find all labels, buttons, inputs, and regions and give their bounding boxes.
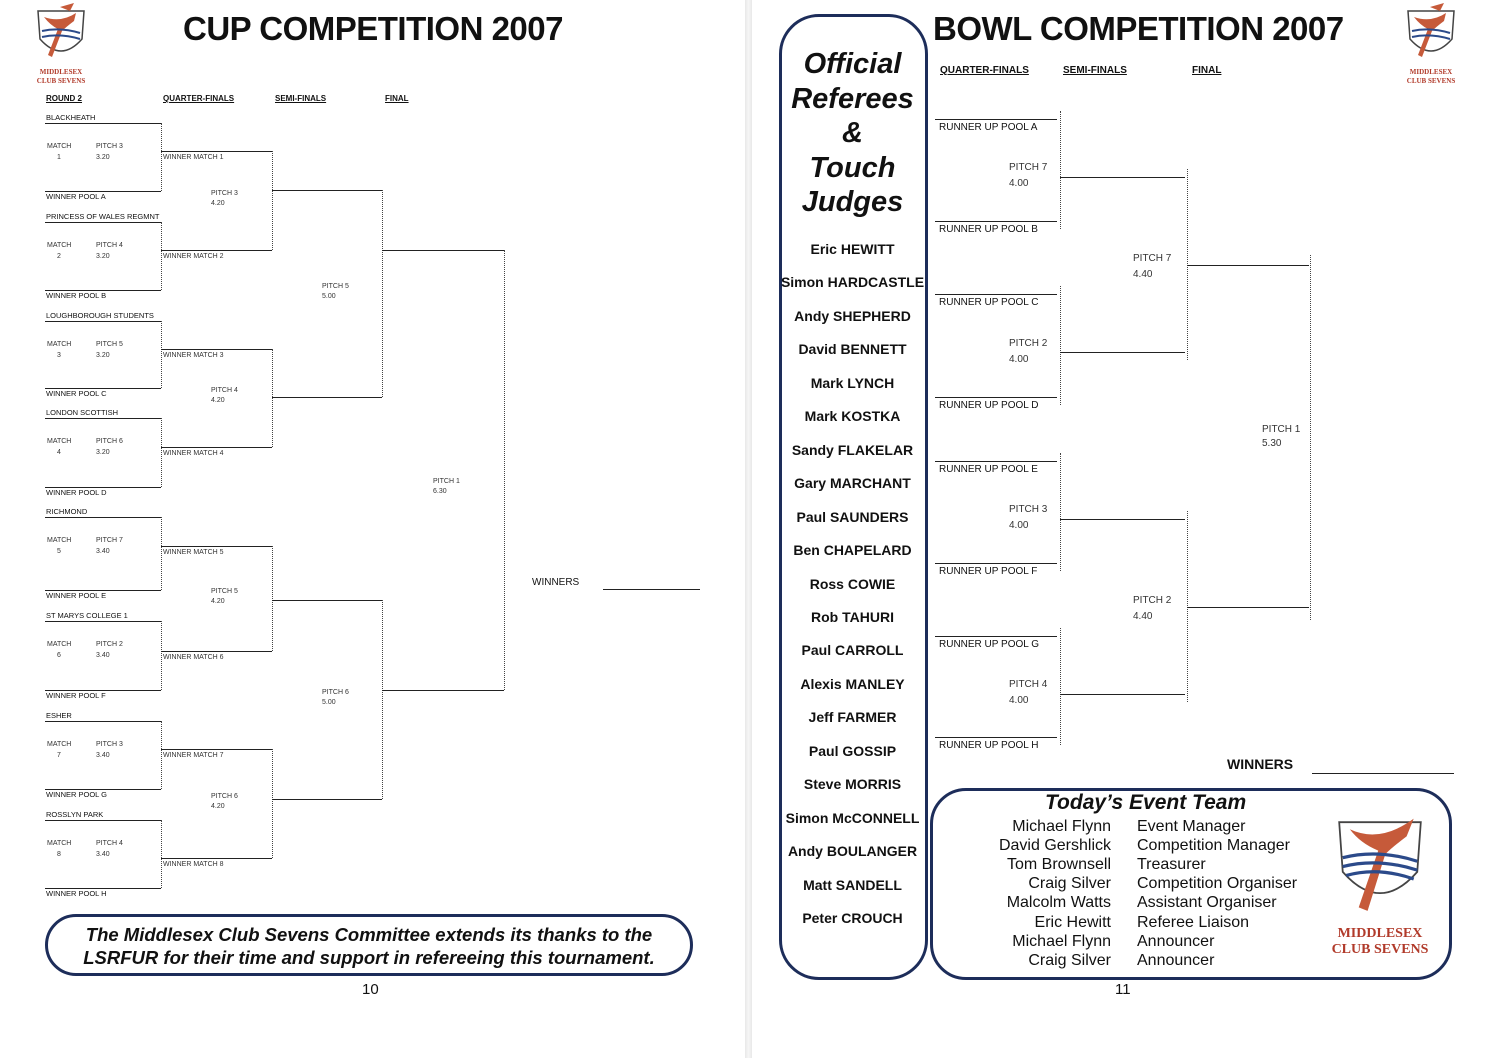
match-top-team: LONDON SCOTTISH bbox=[46, 408, 119, 417]
bowl-qf-line bbox=[935, 737, 1057, 738]
bowl-qf-pitch: PITCH 2 bbox=[1009, 338, 1048, 349]
match-top-line bbox=[45, 721, 161, 722]
referee-name: Rob TAHURI bbox=[811, 609, 894, 625]
final-connector bbox=[504, 250, 505, 690]
left-page bbox=[0, 0, 745, 1058]
qf-line bbox=[161, 151, 272, 152]
sf-connector bbox=[382, 190, 383, 397]
match-connector bbox=[161, 321, 162, 388]
referee-name: Andy SHEPHERD bbox=[794, 307, 911, 324]
match-bottom-team: WINNER POOL D bbox=[46, 488, 107, 497]
qf-line bbox=[161, 250, 272, 251]
sf-line bbox=[272, 190, 382, 191]
qf-connector bbox=[272, 749, 273, 858]
bowl-runner-label: RUNNER UP POOL A bbox=[939, 122, 1038, 133]
bowl-qf-connector bbox=[1060, 111, 1061, 229]
bowl-final-line bbox=[1187, 265, 1309, 266]
sf-line bbox=[272, 397, 382, 398]
cup-thanks-line1: The Middlesex Club Sevens Committee extends its thanks to the bbox=[85, 924, 653, 945]
event-member-name: David Gershlick bbox=[998, 837, 1111, 855]
officials-title-2: Referees bbox=[791, 82, 914, 115]
logo-line1: MIDDLESEX bbox=[1337, 926, 1423, 941]
match-bottom-line bbox=[45, 789, 161, 790]
referee-name: Sandy FLAKELAR bbox=[791, 441, 914, 458]
bowl-winners-line bbox=[1312, 773, 1454, 774]
match-label: MATCH bbox=[47, 641, 72, 648]
event-member-name: Michael Flynn bbox=[1012, 818, 1111, 835]
match-number: 2 bbox=[57, 253, 61, 260]
qf-connector bbox=[272, 151, 273, 250]
match-connector bbox=[161, 123, 162, 191]
bowl-runner-label: RUNNER UP POOL B bbox=[939, 224, 1038, 235]
cup-winners-label: WINNERS bbox=[532, 577, 580, 588]
event-member-role: Assistant Organiser bbox=[1137, 894, 1277, 912]
referee-name: Andy BOULANGER bbox=[787, 843, 918, 860]
referee-name: Ben CHAPELARD bbox=[793, 542, 912, 558]
qf-team-label: WINNER MATCH 6 bbox=[163, 654, 224, 661]
bowl-runner-label: RUNNER UP POOL C bbox=[939, 297, 1039, 308]
qf-pitch: PITCH 5 bbox=[211, 588, 238, 595]
event-member-name: Malcolm Watts bbox=[1006, 894, 1111, 912]
sf-line bbox=[272, 600, 382, 601]
qf-time: 4.20 bbox=[211, 598, 225, 605]
bowl-qf-line bbox=[935, 397, 1057, 398]
bowl-sf-line bbox=[1060, 352, 1185, 353]
match-connector bbox=[161, 517, 162, 590]
match-top-team: PRINCESS OF WALES REGMNT bbox=[46, 212, 160, 221]
qf-team-label: WINNER MATCH 1 bbox=[163, 154, 224, 161]
match-label: MATCH bbox=[47, 537, 72, 544]
qf-time: 4.20 bbox=[211, 397, 225, 404]
match-bottom-team: WINNER POOL A bbox=[46, 192, 106, 201]
qf-connector bbox=[272, 546, 273, 651]
match-top-team: ESHER bbox=[46, 711, 72, 720]
match-bottom-line bbox=[45, 191, 161, 192]
bowl-final-line bbox=[1187, 607, 1309, 608]
bowl-qf-line bbox=[935, 636, 1057, 637]
match-number: 6 bbox=[57, 652, 61, 659]
match-bottom-line bbox=[45, 388, 161, 389]
bowl-sf-pitch: PITCH 7 bbox=[1133, 253, 1172, 264]
bowl-qf-pitch: PITCH 4 bbox=[1009, 679, 1048, 690]
bowl-runner-label: RUNNER UP POOL E bbox=[939, 464, 1038, 475]
referee-name: Peter CROUCH bbox=[802, 910, 903, 926]
sf-line bbox=[272, 799, 382, 800]
officials-title-5: Judges bbox=[801, 186, 904, 218]
referee-name: Ross COWIE bbox=[809, 575, 896, 592]
match-bottom-team: WINNER POOL B bbox=[46, 291, 107, 300]
match-time: 3.20 bbox=[96, 154, 110, 161]
bowl-sf-time: 4.40 bbox=[1133, 269, 1153, 280]
club-logo-right bbox=[1400, 3, 1462, 83]
bowl-sf-time: 4.40 bbox=[1133, 611, 1153, 622]
match-time: 3.20 bbox=[96, 253, 110, 260]
match-time: 3.40 bbox=[96, 752, 110, 759]
bowl-qf-time: 4.00 bbox=[1009, 520, 1029, 531]
bowl-header-sf: SEMI-FINALS bbox=[1063, 65, 1127, 76]
match-connector bbox=[161, 721, 162, 789]
event-member-name: Michael Flynn bbox=[1012, 932, 1111, 950]
shield-icon bbox=[1400, 3, 1462, 65]
match-number: 8 bbox=[57, 851, 61, 858]
bowl-qf-connector bbox=[1060, 286, 1061, 405]
bowl-header-qf: QUARTER-FINALS bbox=[940, 65, 1029, 76]
match-top-line bbox=[45, 418, 161, 419]
qf-time: 4.20 bbox=[211, 200, 225, 207]
match-connector bbox=[161, 621, 162, 690]
qf-team-label: WINNER MATCH 3 bbox=[163, 352, 224, 359]
qf-team-label: WINNER MATCH 4 bbox=[163, 450, 224, 457]
cup-header-final: FINAL bbox=[385, 94, 409, 103]
match-time: 3.40 bbox=[96, 851, 110, 858]
final-line bbox=[382, 690, 504, 691]
event-member-name: Tom Brownsell bbox=[1006, 856, 1111, 874]
referee-name: Alexis MANLEY bbox=[800, 675, 905, 692]
match-bottom-line bbox=[45, 590, 161, 591]
bowl-qf-connector bbox=[1060, 453, 1061, 571]
match-bottom-team: WINNER POOL F bbox=[46, 691, 106, 700]
qf-pitch: PITCH 4 bbox=[211, 387, 238, 394]
event-member-role: Announcer bbox=[1137, 932, 1215, 950]
match-bottom-team: WINNER POOL G bbox=[46, 790, 107, 799]
qf-team-label: WINNER MATCH 8 bbox=[163, 861, 224, 868]
bowl-winners-label: WINNERS bbox=[1227, 756, 1294, 772]
qf-team-label: WINNER MATCH 5 bbox=[163, 549, 224, 556]
cup-header-qf: QUARTER-FINALS bbox=[163, 94, 235, 103]
referee-name: Paul SAUNDERS bbox=[796, 508, 909, 525]
event-team-title: Today’s Event Team bbox=[1045, 791, 1247, 814]
bowl-runner-label: RUNNER UP POOL F bbox=[939, 566, 1038, 577]
event-member-role: Treasurer bbox=[1137, 856, 1206, 874]
match-bottom-team: WINNER POOL C bbox=[46, 389, 107, 398]
shield-icon bbox=[30, 3, 92, 65]
event-member-role: Competition Manager bbox=[1137, 837, 1290, 855]
referee-name: Eric HEWITT bbox=[810, 241, 895, 257]
bowl-sf-line bbox=[1060, 519, 1185, 520]
bowl-page-number: 11 bbox=[1115, 981, 1131, 998]
match-top-team: ROSSLYN PARK bbox=[46, 810, 104, 819]
final-time: 6.30 bbox=[433, 488, 447, 495]
match-number: 3 bbox=[57, 352, 61, 359]
referee-name: Mark LYNCH bbox=[810, 374, 895, 391]
referee-name: Steve MORRIS bbox=[803, 776, 902, 793]
bowl-qf-line bbox=[935, 119, 1057, 120]
match-label: MATCH bbox=[47, 741, 72, 748]
cup-page-number: 10 bbox=[362, 981, 379, 998]
bowl-header-final: FINAL bbox=[1192, 65, 1222, 76]
officials-title-4: Touch bbox=[809, 151, 896, 184]
bowl-sf-pitch: PITCH 2 bbox=[1133, 595, 1172, 606]
cup-header-sf: SEMI-FINALS bbox=[275, 94, 327, 103]
bowl-qf-pitch: PITCH 7 bbox=[1009, 162, 1048, 173]
cup-header-round2: ROUND 2 bbox=[46, 94, 83, 103]
match-connector bbox=[161, 222, 162, 290]
match-top-line bbox=[45, 222, 161, 223]
match-bottom-team: WINNER POOL E bbox=[46, 591, 107, 600]
match-bottom-line bbox=[45, 690, 161, 691]
match-label: MATCH bbox=[47, 341, 72, 348]
page-fold bbox=[745, 0, 752, 1058]
bowl-runner-label: RUNNER UP POOL D bbox=[939, 400, 1039, 411]
event-member-role: Competition Organiser bbox=[1137, 875, 1298, 893]
bowl-qf-time: 4.00 bbox=[1009, 695, 1029, 706]
referee-name: Simon HARDCASTLE bbox=[780, 274, 925, 291]
event-member-role: Announcer bbox=[1137, 951, 1215, 969]
match-time: 3.20 bbox=[96, 352, 110, 359]
sf-time: 5.00 bbox=[322, 699, 336, 706]
event-member-name: Craig Silver bbox=[1028, 951, 1111, 969]
match-pitch: PITCH 3 bbox=[96, 143, 123, 150]
bowl-qf-line bbox=[935, 563, 1057, 564]
bowl-qf-time: 4.00 bbox=[1009, 354, 1029, 365]
qf-pitch: PITCH 6 bbox=[211, 793, 238, 800]
bowl-sf-line bbox=[1060, 694, 1185, 695]
match-bottom-team: WINNER POOL H bbox=[46, 889, 107, 898]
officials-title-1: Official bbox=[803, 48, 902, 80]
shield-icon bbox=[1325, 803, 1435, 923]
match-label: MATCH bbox=[47, 143, 72, 150]
final-pitch: PITCH 1 bbox=[433, 478, 460, 485]
match-time: 3.40 bbox=[96, 548, 110, 555]
bowl-sf-line bbox=[1060, 177, 1185, 178]
referee-name: David BENNETT bbox=[798, 341, 907, 358]
match-pitch: PITCH 6 bbox=[96, 438, 123, 445]
sf-pitch: PITCH 5 bbox=[322, 283, 349, 290]
sf-connector bbox=[382, 600, 383, 799]
qf-line bbox=[161, 858, 272, 859]
club-logo-event bbox=[1325, 803, 1435, 957]
match-top-line bbox=[45, 621, 161, 622]
qf-team-label: WINNER MATCH 7 bbox=[163, 752, 224, 759]
match-pitch: PITCH 4 bbox=[96, 242, 123, 249]
cup-title: CUP COMPETITION 2007 bbox=[183, 10, 563, 47]
referee-name: Gary MARCHANT bbox=[794, 475, 911, 492]
match-pitch: PITCH 3 bbox=[96, 741, 123, 748]
match-number: 4 bbox=[57, 449, 61, 456]
club-logo-left bbox=[30, 3, 92, 83]
qf-team-label: WINNER MATCH 2 bbox=[163, 253, 224, 260]
bowl-qf-pitch: PITCH 3 bbox=[1009, 504, 1048, 515]
officials-title-3: & bbox=[842, 117, 863, 149]
cup-thanks-box bbox=[45, 914, 693, 976]
referee-name: Paul GOSSIP bbox=[808, 742, 897, 759]
bowl-qf-connector bbox=[1060, 628, 1061, 745]
logo-line2: CLUB SEVENS bbox=[1331, 942, 1429, 957]
officials-title bbox=[780, 47, 925, 220]
qf-connector bbox=[272, 349, 273, 447]
match-top-line bbox=[45, 123, 161, 124]
referee-name: Simon McCONNELL bbox=[785, 809, 920, 826]
match-pitch: PITCH 5 bbox=[96, 341, 123, 348]
match-time: 3.20 bbox=[96, 449, 110, 456]
event-member-name: Eric Hewitt bbox=[1034, 913, 1111, 931]
bowl-qf-line bbox=[935, 221, 1057, 222]
match-label: MATCH bbox=[47, 438, 72, 445]
match-label: MATCH bbox=[47, 840, 72, 847]
bowl-title: BOWL COMPETITION 2007 bbox=[933, 10, 1344, 47]
match-top-team: BLACKHEATH bbox=[46, 113, 96, 122]
match-pitch: PITCH 7 bbox=[96, 537, 123, 544]
bowl-runner-label: RUNNER UP POOL H bbox=[939, 740, 1039, 751]
match-label: MATCH bbox=[47, 242, 72, 249]
bowl-qf-line bbox=[935, 294, 1057, 295]
qf-line bbox=[161, 546, 272, 547]
bowl-final-pitch: PITCH 1 bbox=[1262, 424, 1301, 435]
match-top-line bbox=[45, 820, 161, 821]
bowl-final-connector bbox=[1310, 255, 1311, 620]
cup-winners-line bbox=[603, 589, 700, 590]
logo-line2: CLUB SEVENS bbox=[36, 77, 86, 85]
sf-pitch: PITCH 6 bbox=[322, 689, 349, 696]
match-bottom-line bbox=[45, 487, 161, 488]
qf-line bbox=[161, 349, 272, 350]
bowl-final-time: 5.30 bbox=[1262, 438, 1282, 449]
match-bottom-line bbox=[45, 290, 161, 291]
event-member-role: Referee Liaison bbox=[1137, 913, 1250, 931]
qf-line bbox=[161, 749, 272, 750]
event-member-role: Event Manager bbox=[1137, 818, 1246, 835]
referee-name: Mark KOSTKA bbox=[804, 408, 901, 425]
referee-name: Paul CARROLL bbox=[801, 642, 904, 659]
qf-time: 4.20 bbox=[211, 803, 225, 810]
match-connector bbox=[161, 820, 162, 888]
match-number: 7 bbox=[57, 752, 61, 759]
bowl-runner-label: RUNNER UP POOL G bbox=[939, 639, 1040, 650]
qf-pitch: PITCH 3 bbox=[211, 190, 238, 197]
bowl-qf-line bbox=[935, 461, 1057, 462]
match-bottom-line bbox=[45, 888, 161, 889]
referee-name: Matt SANDELL bbox=[803, 876, 902, 893]
match-top-line bbox=[45, 321, 161, 322]
referee-name: Jeff FARMER bbox=[808, 709, 897, 726]
match-top-team: RICHMOND bbox=[46, 507, 88, 516]
match-connector bbox=[161, 418, 162, 487]
sf-time: 5.00 bbox=[322, 293, 336, 300]
cup-thanks-line2: LSRFUR for their time and support in refereeing this tournament. bbox=[83, 947, 655, 968]
event-member-name: Craig Silver bbox=[1028, 875, 1111, 893]
qf-line bbox=[161, 651, 272, 652]
match-pitch: PITCH 4 bbox=[96, 840, 123, 847]
logo-line1: MIDDLESEX bbox=[1409, 68, 1453, 76]
match-top-line bbox=[45, 517, 161, 518]
bowl-qf-time: 4.00 bbox=[1009, 178, 1029, 189]
match-time: 3.40 bbox=[96, 652, 110, 659]
logo-line2: CLUB SEVENS bbox=[1406, 77, 1456, 85]
logo-line1: MIDDLESEX bbox=[39, 68, 83, 76]
match-number: 1 bbox=[57, 154, 61, 161]
match-pitch: PITCH 2 bbox=[96, 641, 123, 648]
qf-line bbox=[161, 447, 272, 448]
final-line bbox=[382, 250, 504, 251]
match-top-team: LOUGHBOROUGH STUDENTS bbox=[46, 311, 154, 320]
match-top-team: ST MARYS COLLEGE 1 bbox=[46, 611, 128, 620]
match-number: 5 bbox=[57, 548, 61, 555]
